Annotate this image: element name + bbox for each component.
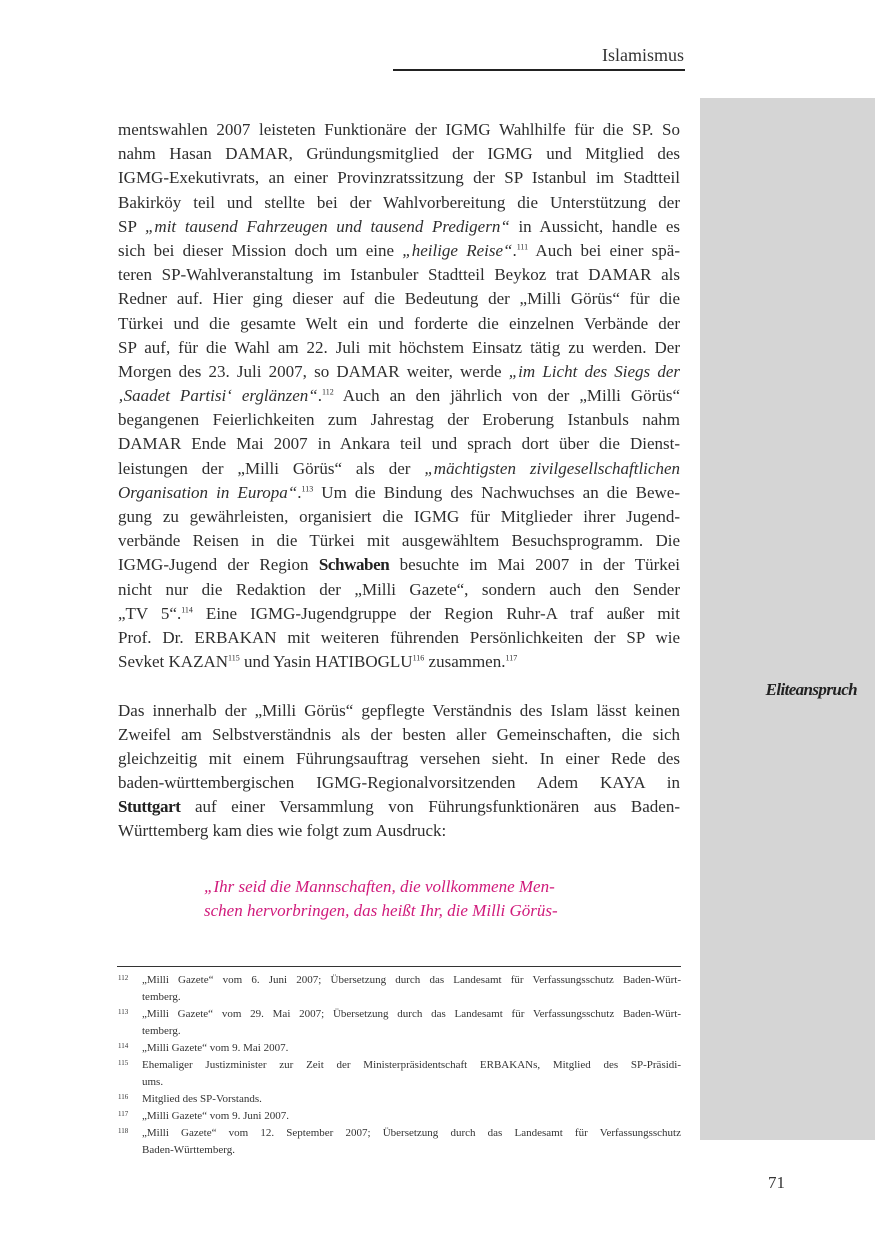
running-header-title: Islamismus <box>601 45 684 65</box>
footnote-line: temberg. <box>142 1025 181 1037</box>
text-line: teren SP-Wahlveranstaltung im Istanbuler Stadtteil Beykoz trat DAMAR als <box>118 265 680 285</box>
footnote-line: „Milli Gazete“ vom 12. September 2007; Übersetzung durch das Landesamt für Verfassungsschutz <box>142 1127 681 1139</box>
footnote-line: „Milli Gazete“ vom 6. Juni 2007; Übersetzung durch das Landesamt für Verfassungsschutz Baden-Würt- <box>142 974 681 986</box>
footnote-line: temberg. <box>142 991 181 1003</box>
body-text <box>118 118 680 844</box>
place-name: Stuttgart <box>118 797 181 817</box>
footnote-line: Mitglied des SP-Vorstands. <box>142 1093 262 1105</box>
footnote-ref: 117 <box>505 653 518 663</box>
footnote <box>118 1057 681 1091</box>
footnote <box>118 1006 681 1040</box>
text-line: SP auf, für die Wahl am 22. Juli mit höchstem Einsatz tätig zu werden. Der <box>118 337 680 357</box>
footnote-number: 115 <box>118 1059 129 1067</box>
place-name: Schwaben <box>318 555 390 575</box>
text-line: ‚Saadet Partisi‘ erglänzen“.$^{112}$ Auch an den jährlich von der „Milli Görüs“ <box>118 386 680 406</box>
footnote-line: „Milli Gazete“ vom 29. Mai 2007; Übersetzung durch das Landesamt für Verfassungsschutz Baden-Würt- <box>142 1008 681 1020</box>
text-line: SP „mit tausend Fahrzeugen und tausend Predigern“ in Aussicht, handle es <box>118 216 681 236</box>
footnote-ref: 114 <box>181 605 193 615</box>
text-line: Zweifel am Selbstverständnis als der besten aller Gemeinschaften, die sich <box>118 724 680 744</box>
footnote-text <box>142 1125 681 1159</box>
footnote-line: „Milli Gazete“ vom 9. Juni 2007. <box>142 1110 289 1122</box>
margin-note: Eliteanspruch <box>765 680 857 699</box>
footnote-text <box>142 1057 681 1091</box>
text-line: begangenen Feierlichkeiten zum Jahrestag der Eroberung Istanbuls nahm <box>118 410 680 430</box>
footnote-ref: 111 <box>516 242 529 252</box>
text-line: verbände Reisen in die Türkei mit ausgewähltem Besuchsprogramm. Die <box>118 531 680 551</box>
footnote <box>118 1040 681 1057</box>
text-line: Morgen des 23. Juli 2007, so DAMAR weiter, werde „im Licht des Siegs der <box>118 361 680 381</box>
text-line: Bakirköy teil und stellte bei der Wahlvorbereitung die Unterstützung der <box>118 192 680 212</box>
text-line: nicht nur die Redaktion der „Milli Gazete“, sondern auch den Sender <box>118 579 680 599</box>
footnote <box>118 1091 681 1108</box>
text-line: mentswahlen 2007 leisteten Funktionäre der IGMG Wahlhilfe für die SP. So <box>118 120 680 139</box>
footnote-text <box>142 972 681 1006</box>
text-line: Redner auf. Hier ging dieser auf die Bedeutung der „Milli Görüs“ für die <box>118 289 680 309</box>
text-line: IGMG-Exekutivrats, an einer Provinzratssitzung der SP Istanbul im Stadtteil <box>118 168 680 188</box>
text-line: Organisation in Europa“.$^{113}$ Um die Bindung des Nachwuchses an die Bewe- <box>118 482 681 502</box>
text-line: baden-württembergischen IGMG-Regionalvorsitzenden Adem KAYA in <box>118 773 680 793</box>
text-line: gleichzeitig mit einem Führungsauftrag versehen sieht. In einer Rede des <box>118 748 680 768</box>
text-line: Prof. Dr. ERBAKAN mit weiteren führenden Persönlichkeiten der SP wie <box>118 627 680 647</box>
footnote-line: „Milli Gazete“ vom 9. Mai 2007. <box>142 1042 289 1054</box>
footnote-number: 112 <box>118 974 129 982</box>
quote-line: schen hervorbringen, das heißt Ihr, die Milli Görüs- <box>204 901 558 920</box>
footnote-text <box>142 1108 681 1125</box>
footnote-number: 116 <box>118 1093 129 1101</box>
footnote <box>118 1125 681 1159</box>
footnote-rule <box>117 966 681 967</box>
text-line: nahm Hasan DAMAR, Gründungsmitglied der IGMG und Mitglied des <box>118 144 680 164</box>
footnote-line: Baden-Württemberg. <box>142 1144 235 1156</box>
footnote-ref: 115 <box>228 653 240 663</box>
text-line: Württemberg kam dies wie folgt zum Ausdruck: <box>118 821 447 841</box>
text-line: Stuttgart auf einer Versammlung von Führungsfunktionären aus Baden- <box>118 797 680 817</box>
quote-line: „Ihr seid die Mannschaften, die vollkommene Men- <box>204 877 555 896</box>
text-line: gung zu gewährleisten, organisiert die IGMG für Mitglieder ihrer Jugend- <box>118 507 680 526</box>
footnote-text <box>142 1091 681 1108</box>
text-line: Sevket KAZAN$^{115}$ und Yasin HATIBOGLU$^{116}$ zusammen.$^{117}$ <box>118 652 518 672</box>
text-line: Das innerhalb der „Milli Görüs“ gepflegte Verständnis des Islam lässt keinen <box>118 700 680 720</box>
footnote <box>118 1108 681 1125</box>
footnote-number: 113 <box>118 1008 129 1016</box>
footnotes <box>118 972 681 1159</box>
text-line: sich bei dieser Mission doch um eine „heilige Reise“.$^{111}$ Auch bei einer spä- <box>118 240 681 260</box>
footnote-text <box>142 1040 681 1057</box>
footnote <box>118 972 681 1006</box>
footnote-number: 117 <box>118 1110 129 1118</box>
text-line: Türkei und die gesamte Welt ein und forderte die einzelnen Verbände der <box>118 313 680 333</box>
margin-sidebar <box>700 98 875 1140</box>
block-quote <box>204 875 604 923</box>
footnote-line: ums. <box>142 1076 164 1088</box>
text-line: DAMAR Ende Mai 2007 in Ankara teil und sprach dort über die Dienst- <box>118 434 680 454</box>
footnote-ref: 112 <box>322 387 334 397</box>
text-line: IGMG-Jugend der Region Schwaben besuchte im Mai 2007 in der Türkei <box>118 555 681 575</box>
text-line: leistungen der „Milli Görüs“ als der „mächtigsten zivilgesellschaftlichen <box>118 458 680 478</box>
footnote-text <box>142 1006 681 1040</box>
text-line: „TV 5“.$^{114}$ Eine IGMG-Jugendgruppe der Region Ruhr-A traf außer mit <box>118 603 681 623</box>
footnote-number: 118 <box>118 1127 129 1135</box>
page-number: 71 <box>768 1173 785 1192</box>
header-rule <box>393 69 685 71</box>
footnote-number: 114 <box>118 1042 129 1050</box>
footnote-ref: 116 <box>412 653 425 663</box>
footnote-ref: 113 <box>301 484 314 494</box>
footnote-line: Ehemaliger Justizminister zur Zeit der Ministerpräsidentschaft ERBAKANs, Mitglied des SP-Präsidi- <box>142 1059 681 1071</box>
